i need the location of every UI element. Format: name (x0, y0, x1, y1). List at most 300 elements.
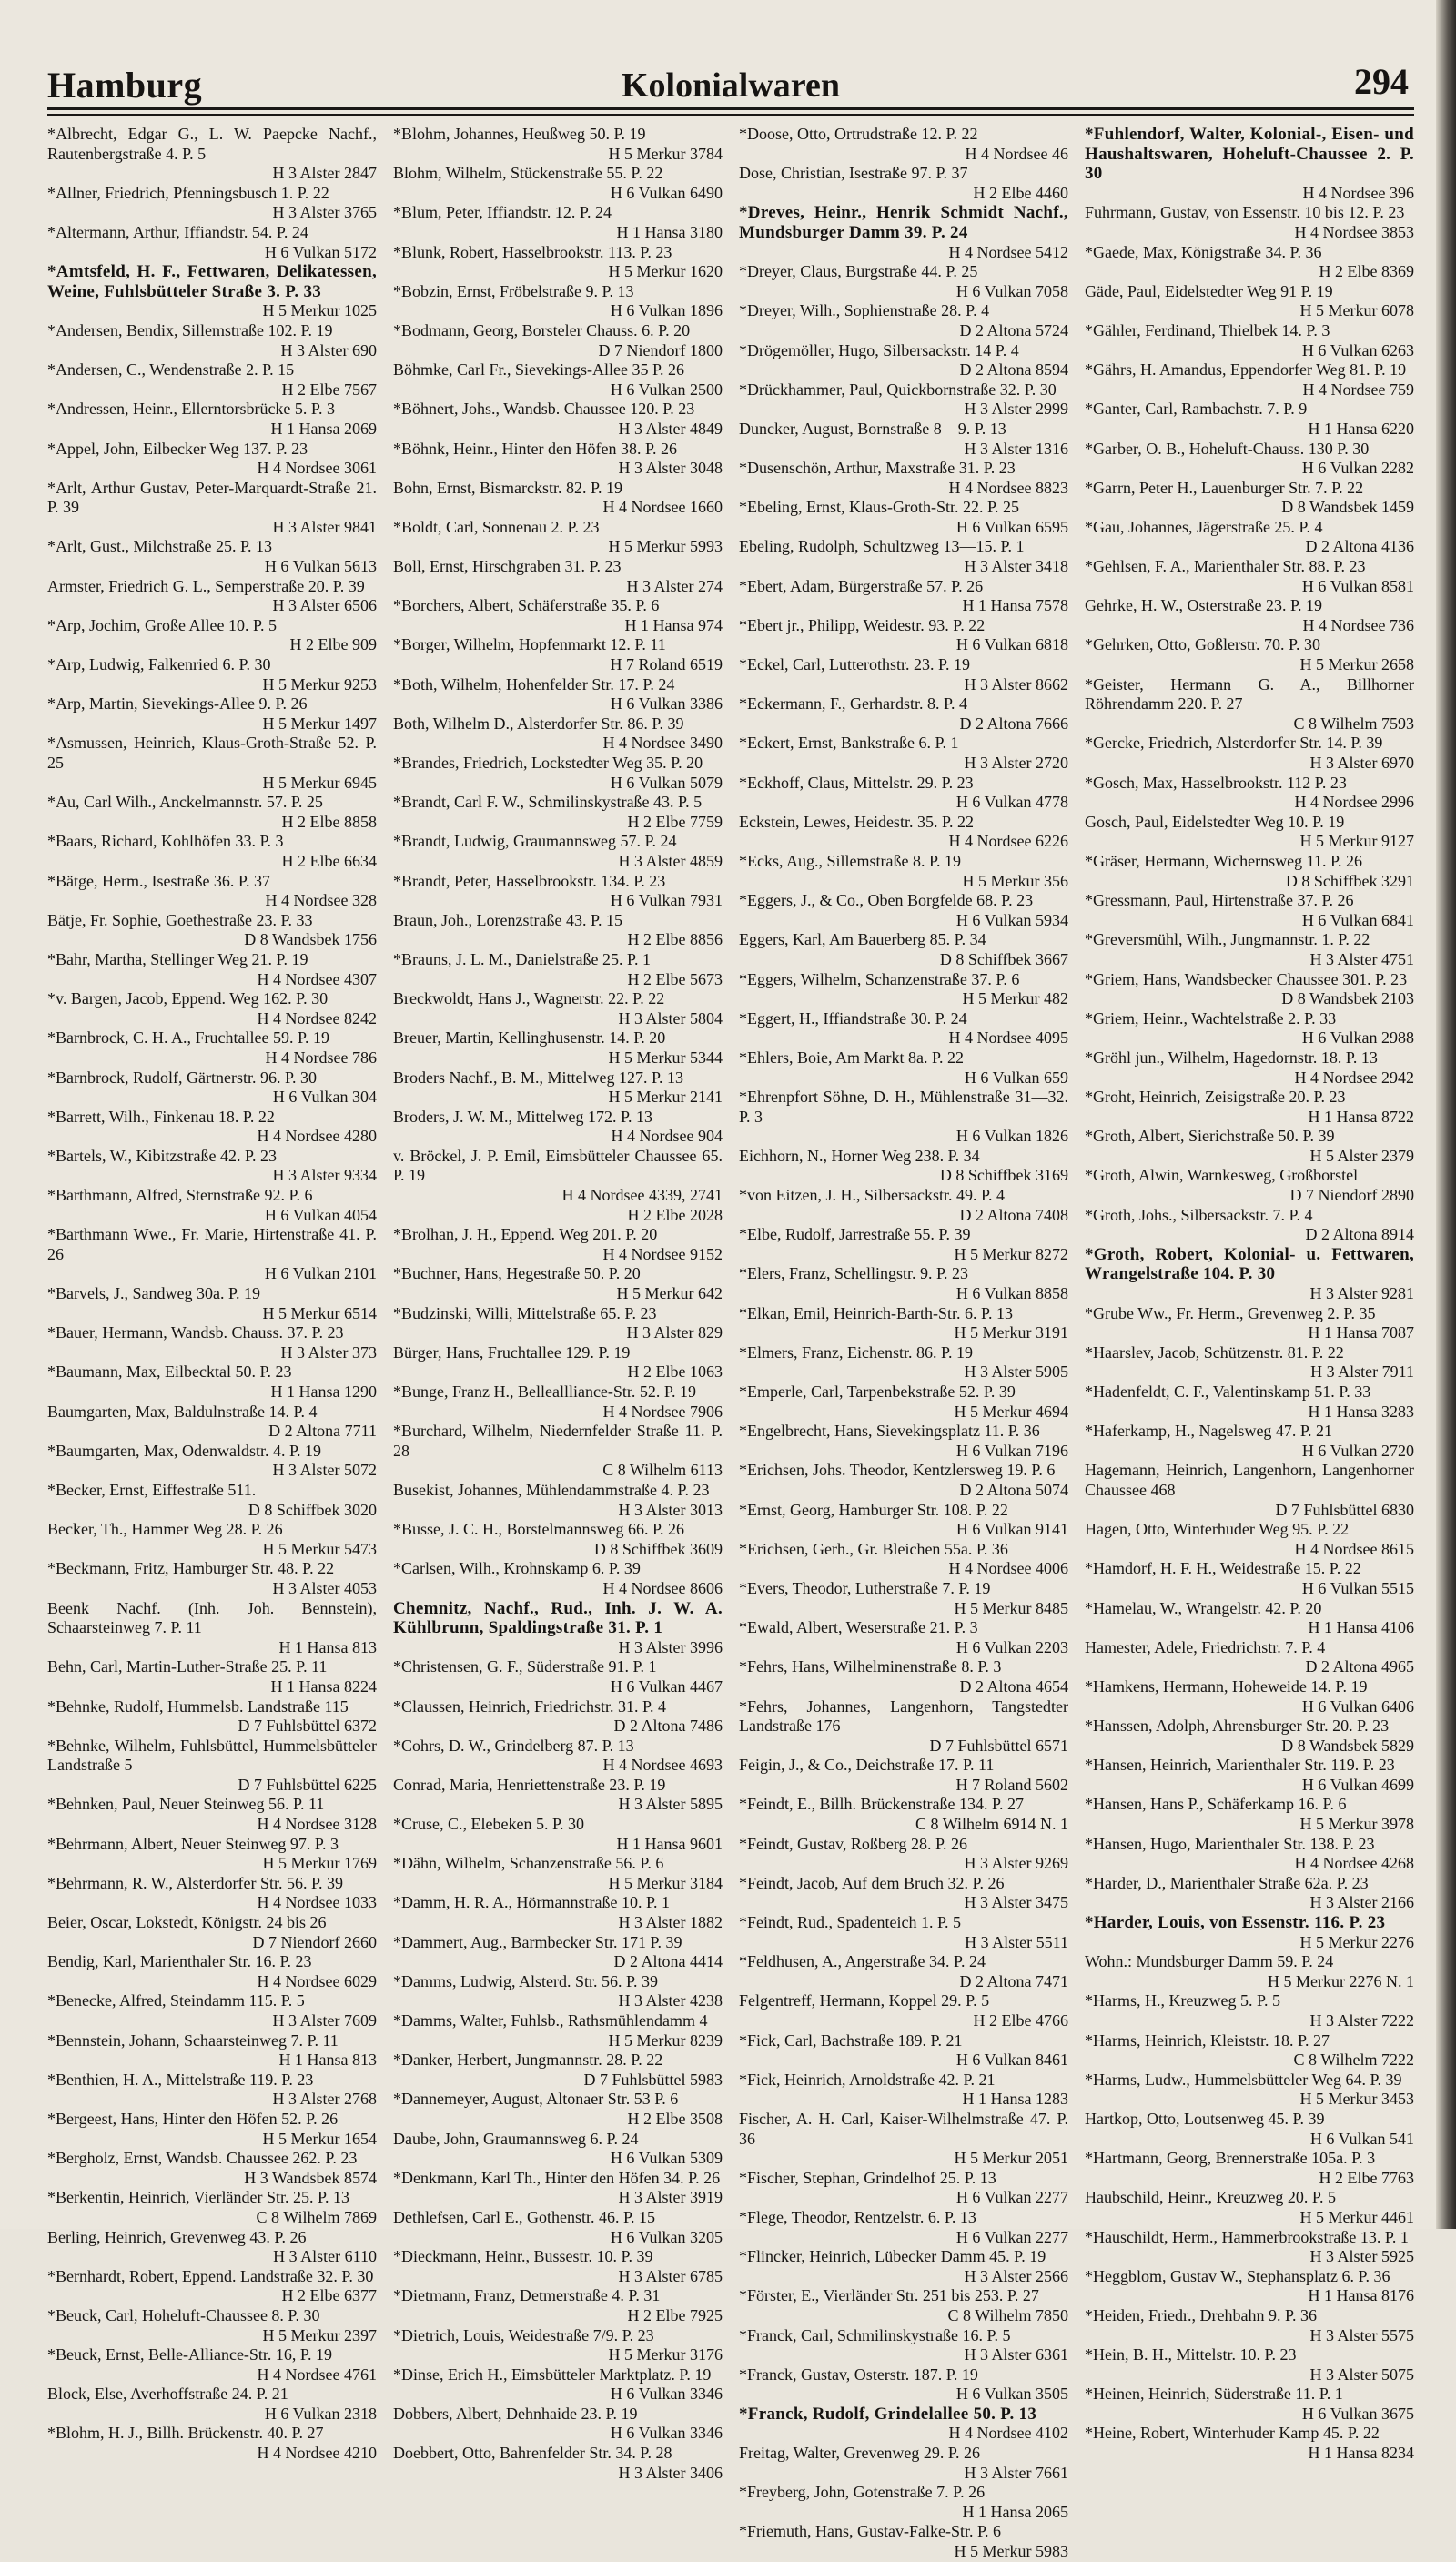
entry-name: *Flincker, Heinrich, Lübecker Damm 45. P. 19 (739, 2247, 1046, 2266)
entry-name: *Andersen, Bendix, Sillemstraße 102. P. 19 (47, 320, 333, 339)
entry-telephone: H 3 Alster 3765 (272, 203, 377, 222)
entry-name: *Eggert, H., Iffiandstraße 30. P. 24 (739, 1008, 967, 1028)
entry-name: *Boldt, Carl, Sonnenau 2. P. 23 (393, 517, 600, 536)
directory-entry (393, 911, 723, 950)
entry-name: *Arp, Martin, Sievekings-Allee 9. P. 26 (47, 694, 308, 714)
directory-entry (739, 2071, 1068, 2110)
directory-entry (47, 655, 377, 694)
entry-telephone: D 2 Altona 7408 (959, 1205, 1068, 1224)
directory-entry (47, 262, 377, 321)
directory-entry (1085, 852, 1414, 891)
entry-telephone: D 8 Schiffbek 3609 (593, 1539, 723, 1558)
directory-entry (1085, 2188, 1414, 2227)
entry-name: *Blohm, Johannes, Heußweg 50. P. 19 (393, 125, 646, 143)
entry-name: *Bauer, Hermann, Wandsb. Chauss. 37. P. 23 (47, 1323, 344, 1342)
entry-telephone: H 6 Vulkan 7931 (610, 891, 723, 910)
entry-telephone: H 3 Alster 4859 (618, 851, 723, 870)
directory-entry (739, 2365, 1068, 2405)
entry-telephone: H 2 Elbe 6634 (281, 851, 377, 870)
entry-telephone: D 2 Altona 7711 (268, 1422, 377, 1441)
entry-name: *Harder, Louis, von Essenstr. 116. P. 23 (1085, 1913, 1386, 1933)
directory-entry (393, 754, 723, 793)
directory-entry (47, 1028, 377, 1068)
directory-entry (1085, 596, 1414, 635)
entry-name: Duncker, August, Bornstraße 8—9. P. 13 (739, 419, 1006, 438)
entry-name: Felgentreff, Hermann, Koppel 29. P. 5 (739, 1991, 990, 2010)
entry-name: *Grube Ww., Fr. Herm., Grevenweg 2. P. 35 (1085, 1303, 1376, 1322)
entry-name: *Gräser, Hermann, Wichernsweg 11. P. 26 (1085, 851, 1362, 870)
entry-telephone: H 5 Merkur 482 (962, 989, 1068, 1008)
entry-name: Hagemann, Heinrich, Langenhorn, Langenhorner Chaussee 468 (1085, 1461, 1414, 1499)
entry-telephone: H 5 Merkur 6514 (262, 1303, 377, 1322)
entry-telephone: D 2 Altona 5074 (959, 1480, 1068, 1499)
entry-name: *Franck, Gustav, Osterstr. 187. P. 19 (739, 2365, 978, 2384)
directory-entry (1085, 2267, 1414, 2306)
entry-name: *Eckermann, F., Gerhardstr. 8. P. 4 (739, 694, 968, 714)
directory-entry (739, 1501, 1068, 1540)
entry-name: *Both, Wilhelm, Hohenfelder Str. 17. P. 24 (393, 674, 675, 694)
entry-telephone: H 5 Merkur 9127 (1299, 832, 1414, 851)
entry-name: *Ebert, Adam, Bürgerstraße 57. P. 26 (739, 576, 984, 595)
entry-telephone: H 2 Elbe 3508 (627, 2109, 723, 2128)
entry-telephone: H 3 Alster 373 (280, 1342, 377, 1362)
directory-entry (47, 2031, 377, 2071)
directory-entry (739, 380, 1068, 420)
entry-name: *Greversmühl, Wilh., Jungmannstr. 1. P. 22 (1085, 930, 1370, 949)
entry-name: *Berkentin, Heinrich, Vierländer Str. 25. P. 13 (47, 2188, 350, 2207)
entry-telephone: H 6 Vulkan 304 (272, 1088, 377, 1107)
entry-telephone: H 6 Vulkan 6595 (956, 517, 1068, 536)
entry-name: *Feindt, Gustav, Roßberg 28. P. 26 (739, 1834, 968, 1853)
directory-entry (1085, 1638, 1414, 1677)
entry-name: *Brolhan, J. H., Eppend. Weg 201. P. 20 (393, 1225, 658, 1244)
directory-entry (739, 1009, 1068, 1048)
entry-name: *Drögemöller, Hugo, Silbersackstr. 14 P. 4 (739, 340, 1019, 359)
entry-telephone: H 4 Nordsee 3128 (257, 1815, 377, 1834)
entry-telephone: H 2 Elbe 7925 (627, 2305, 723, 2324)
entry-name: *Ewald, Albert, Weserstraße 21. P. 3 (739, 1618, 978, 1637)
entry-name: *Evers, Theodor, Lutherstraße 7. P. 19 (739, 1578, 991, 1597)
directory-entry (393, 1697, 723, 1737)
entry-name: *Dammert, Aug., Barmbecker Str. 171 P. 39 (393, 1932, 682, 1951)
entry-telephone: H 4 Nordsee 8242 (257, 1008, 377, 1028)
entry-telephone: H 3 Alster 6785 (618, 2266, 723, 2285)
directory-entry (1085, 1048, 1414, 1088)
directory-entry (47, 950, 377, 989)
directory-entry (1085, 1166, 1414, 1205)
entry-name: Eichhorn, N., Horner Weg 238. P. 34 (739, 1146, 980, 1165)
entry-name: *Dieckmann, Heinr., Bussestr. 10. P. 39 (393, 2247, 653, 2266)
directory-entry (47, 1795, 377, 1834)
directory-entry (1085, 282, 1414, 321)
entry-telephone: D 8 Wandsbek 1756 (244, 930, 377, 949)
directory-entry (393, 1225, 723, 1264)
entry-telephone: H 5 Merkur 2658 (1299, 655, 1414, 674)
entry-name: *Altermann, Arthur, Iffiandstr. 54. P. 24 (47, 222, 308, 241)
directory-entry (739, 1540, 1068, 1579)
entry-telephone: C 8 Wilhelm 7869 (256, 2207, 377, 2226)
directory-entry (1085, 1382, 1414, 1422)
entry-telephone: H 6 Vulkan 541 (1309, 2129, 1414, 2148)
directory-entry (47, 911, 377, 950)
entry-telephone: H 5 Merkur 6945 (262, 773, 377, 792)
directory-entry (393, 2365, 723, 2405)
entry-telephone: D 7 Niendorf 1800 (598, 340, 723, 359)
directory-entry (1085, 930, 1414, 969)
entry-telephone: H 5 Merkur 642 (616, 1284, 723, 1303)
entry-telephone: H 3 Alster 2768 (272, 2090, 377, 2109)
entry-name: *Brandt, Carl F. W., Schmilinskystraße 43. P. 5 (393, 793, 703, 812)
entry-telephone: H 3 Alster 7661 (964, 2463, 1068, 2482)
entry-telephone: H 2 Elbe 6377 (281, 2286, 377, 2305)
entry-telephone: H 6 Vulkan 7058 (956, 281, 1068, 300)
entry-telephone: H 4 Nordsee 4693 (602, 1756, 723, 1775)
directory-entry (1085, 734, 1414, 773)
directory-entry (739, 1382, 1068, 1422)
entry-telephone: H 3 Alster 9334 (272, 1166, 377, 1185)
entry-telephone: H 1 Hansa 6220 (1308, 419, 1414, 438)
directory-entry (393, 989, 723, 1028)
directory-entry (1085, 1874, 1414, 1913)
entry-name: Eggers, Karl, Am Bauerberg 85. P. 34 (739, 930, 986, 949)
directory-entry (1085, 1835, 1414, 1874)
entry-telephone: H 5 Merkur 1769 (262, 1854, 377, 1873)
directory-entry (47, 2424, 377, 2463)
entry-telephone: H 3 Alster 6970 (1309, 754, 1414, 772)
entry-name: Dose, Christian, Isestraße 97. P. 37 (739, 164, 968, 183)
entry-name: Gäde, Paul, Eidelstedter Weg 91 P. 19 (1085, 281, 1333, 300)
city-heading: Hamburg (47, 65, 203, 106)
entry-telephone: D 7 Fuhlsbüttel 6830 (1275, 1500, 1414, 1519)
entry-name: *Ehlers, Boie, Am Markt 8a. P. 22 (739, 1048, 964, 1067)
entry-name: *Franck, Rudolf, Grindelallee 50. P. 13 (739, 2404, 1037, 2424)
directory-entry (739, 694, 1068, 734)
directory-entry (1085, 970, 1414, 1009)
directory-entry (47, 1991, 377, 2030)
entry-name: *v. Bargen, Jacob, Eppend. Weg 162. P. 30 (47, 989, 329, 1008)
entry-telephone: H 4 Nordsee 4102 (948, 2424, 1068, 2443)
entry-telephone: H 6 Vulkan 3346 (610, 2385, 723, 2404)
entry-telephone: H 6 Vulkan 2988 (1301, 1028, 1414, 1048)
directory-entry (1085, 1127, 1414, 1166)
directory-entry (1085, 1245, 1414, 1304)
entry-name: Both, Wilhelm D., Alsterdorfer Str. 86. P. 39 (393, 714, 684, 733)
entry-telephone: H 4 Nordsee 736 (1302, 615, 1414, 634)
entry-telephone: H 5 Merkur 1497 (262, 714, 377, 733)
entry-name: *Emperle, Carl, Tarpenbekstraße 52. P. 39 (739, 1382, 1016, 1401)
entry-name: Freitag, Walter, Grevenweg 29. P. 26 (739, 2444, 980, 2463)
directory-entry (393, 360, 723, 400)
entry-telephone: H 6 Vulkan 3386 (610, 694, 723, 714)
entry-telephone: H 2 Elbe 2028 (627, 1205, 723, 1224)
entry-name: *Drückhammer, Paul, Quickbornstraße 32. P. 30 (739, 380, 1057, 399)
entry-name: *Budzinski, Willi, Mittelstraße 65. P. 23 (393, 1303, 657, 1322)
entry-name: *Bernhardt, Robert, Eppend. Landstraße 32. P. 30 (47, 2266, 374, 2285)
directory-entry (47, 872, 377, 911)
directory-entry (1085, 891, 1414, 930)
entry-name: *von Eitzen, J. H., Silbersackstr. 49. P. 4 (739, 1186, 1005, 1205)
directory-entry (393, 400, 723, 439)
entry-telephone: H 5 Merkur 6078 (1299, 301, 1414, 320)
directory-entry (393, 2208, 723, 2247)
directory-entry (1085, 635, 1414, 674)
entry-name: *Fick, Carl, Bachstraße 189. P. 21 (739, 2030, 963, 2050)
entry-name: *Hartmann, Georg, Brennerstraße 105a. P. 3 (1085, 2149, 1376, 2168)
entry-telephone: H 3 Alster 4751 (1309, 949, 1414, 968)
entry-name: *Ganter, Carl, Rambachstr. 7. P. 9 (1085, 400, 1308, 419)
directory-entry (47, 1068, 377, 1108)
entry-name: *Andressen, Heinr., Ellerntorsbrücke 5. P. 3 (47, 400, 335, 419)
entry-name: v. Bröckel, J. P. Emil, Eimsbütteler Chaussee 65. P. 19 (393, 1146, 723, 1185)
entry-telephone: H 5 Merkur 3191 (954, 1323, 1068, 1342)
directory-entry (47, 2071, 377, 2110)
entry-name: *Dinse, Erich H., Eimsbütteler Marktplatz. P. 19 (393, 2365, 712, 2384)
entry-telephone: H 6 Vulkan 2500 (610, 380, 723, 399)
directory-entry (739, 655, 1068, 694)
directory-entry (47, 1874, 377, 1913)
entry-name: *Amtsfeld, H. F., Fettwaren, Delikatessen, Weine, Fuhlsbütteler Straße 3. P. 33 (47, 262, 377, 301)
entry-name: *Garber, O. B., Hoheluft-Chauss. 130 P. 30 (1085, 439, 1370, 458)
entry-telephone: D 2 Altona 7471 (959, 1971, 1068, 1990)
directory-entry (47, 321, 377, 360)
entry-name: *Bennstein, Johann, Schaarsteinweg 7. P. 11 (47, 2030, 339, 2050)
entry-telephone: C 8 Wilhelm 6914 N. 1 (915, 1815, 1068, 1834)
entry-telephone: H 3 Alster 5804 (618, 1008, 723, 1028)
entry-telephone: D 8 Schiffbek 3291 (1285, 871, 1414, 890)
entry-name: *Gähler, Ferdinand, Thielbek 14. P. 3 (1085, 320, 1330, 339)
entry-telephone: H 5 Merkur 5473 (262, 1539, 377, 1558)
entry-name: *Au, Carl Wilh., Anckelmannstr. 57. P. 25 (47, 793, 323, 812)
directory-entry (739, 341, 1068, 380)
entry-telephone: H 4 Nordsee 4268 (1294, 1854, 1414, 1873)
entry-telephone: H 5 Merkur 1620 (608, 262, 723, 281)
entry-name: *Borchers, Albert, Schäferstraße 35. P. 6 (393, 596, 660, 615)
entry-telephone: H 4 Nordsee 759 (1302, 380, 1414, 399)
directory-entry (739, 2208, 1068, 2247)
entry-name: *Brandes, Friedrich, Lockstedter Weg 35. P. 20 (393, 754, 703, 772)
entry-name: Dethlefsen, Carl E., Gothenstr. 46. P. 15 (393, 2207, 655, 2226)
entry-name: *Dietrich, Louis, Weidestraße 7/9. P. 23 (393, 2325, 654, 2344)
entry-name: *Hamkens, Hermann, Hoheweide 14. P. 19 (1085, 1676, 1368, 1696)
entry-telephone: H 3 Alster 3996 (618, 1637, 723, 1656)
entry-telephone: H 7 Roland 5602 (956, 1775, 1068, 1794)
directory-entry (47, 2188, 377, 2227)
entry-name: *Behrmann, Albert, Neuer Steinweg 97. P. 3 (47, 1834, 339, 1853)
entry-name: *Groht, Heinrich, Zeisigstraße 20. P. 23 (1085, 1088, 1346, 1107)
directory-entry (1085, 1795, 1414, 1834)
directory-entry (739, 125, 1068, 164)
entry-telephone: H 4 Nordsee 8606 (602, 1578, 723, 1597)
entry-name: Armster, Friedrich G. L., Semperstraße 20. P. 39 (47, 576, 365, 595)
entry-name: *Dannemeyer, August, Altonaer Str. 53 P. 6 (393, 2090, 679, 2109)
directory-entry (739, 774, 1068, 813)
entry-telephone: H 6 Vulkan 4054 (264, 1205, 377, 1224)
entry-name: *Harder, D., Marienthaler Straße 62a. P. 23 (1085, 1873, 1369, 1892)
entry-telephone: C 8 Wilhelm 7222 (1293, 2051, 1414, 2070)
directory-entry (393, 203, 723, 242)
entry-name: *Groth, Alwin, Warnkesweg, Großborstel (1085, 1166, 1359, 1185)
entry-telephone: H 3 Alster 9281 (1309, 1284, 1414, 1303)
entry-telephone: H 4 Nordsee 5412 (948, 242, 1068, 261)
directory-entry (47, 400, 377, 439)
directory-entry (1085, 203, 1414, 242)
directory-entry (739, 1579, 1068, 1618)
entry-telephone: H 4 Nordsee 8615 (1294, 1539, 1414, 1558)
entry-telephone: H 2 Elbe 4460 (973, 183, 1068, 202)
entry-name: *Behnke, Rudolf, Hummelsb. Landstraße 115 (47, 1696, 349, 1716)
entry-name: Feigin, J., & Co., Deichstraße 17. P. 11 (739, 1756, 995, 1775)
entry-name: *Förster, E., Vierländer Str. 251 bis 253. P. 27 (739, 2286, 1039, 2305)
entry-telephone: H 6 Vulkan 2282 (1301, 459, 1414, 478)
entry-name: *Bergeest, Hans, Hinter den Höfen 52. P. 26 (47, 2109, 339, 2128)
entry-telephone: H 3 Alster 1882 (618, 1913, 723, 1932)
entry-telephone: H 1 Hansa 8722 (1308, 1107, 1414, 1126)
entry-telephone: D 8 Wandsbek 2103 (1281, 989, 1414, 1008)
entry-name: *Blunk, Robert, Hasselbrookstr. 113. P. 23 (393, 242, 672, 261)
directory-entry (1085, 479, 1414, 518)
entry-telephone: H 2 Elbe 7759 (627, 812, 723, 831)
directory-entry (393, 1893, 723, 1932)
directory-entry (739, 2169, 1068, 2208)
directory-entry (47, 1481, 377, 1520)
directory-entry (1085, 2031, 1414, 2071)
entry-telephone: H 1 Hansa 2069 (270, 419, 377, 438)
entry-name: *Behnken, Paul, Neuer Steinweg 56. P. 11 (47, 1795, 325, 1814)
entry-name: *Arp, Ludwig, Falkenried 6. P. 30 (47, 655, 271, 674)
entry-name: Böhmke, Carl Fr., Sievekings-Allee 35 P. 26 (393, 360, 684, 380)
entry-telephone: H 1 Hansa 8224 (270, 1676, 377, 1696)
entry-name: *Harms, H., Kreuzweg 5. P. 5 (1085, 1991, 1280, 2010)
entry-name: *Groth, Johs., Silbersackstr. 7. P. 4 (1085, 1205, 1313, 1224)
directory-entry (739, 2326, 1068, 2365)
entry-name: *Arlt, Gust., Milchstraße 25. P. 13 (47, 537, 272, 556)
entry-telephone: H 6 Vulkan 6490 (610, 183, 723, 202)
entry-telephone: H 4 Nordsee 328 (265, 891, 377, 910)
entry-telephone: H 2 Elbe 4766 (973, 2011, 1068, 2030)
entry-telephone: H 4 Nordsee 4761 (257, 2365, 377, 2384)
entry-telephone: D 2 Altona 8914 (1305, 1225, 1414, 1244)
entry-name: *Harms, Heinrich, Kleiststr. 18. P. 27 (1085, 2030, 1330, 2050)
directory-entry (47, 125, 377, 184)
entry-name: Gosch, Paul, Eidelstedter Weg 10. P. 19 (1085, 812, 1345, 831)
entry-telephone: H 5 Merkur 3176 (608, 2345, 723, 2365)
entry-telephone: H 4 Nordsee 3490 (602, 734, 723, 753)
entry-telephone: H 6 Vulkan 1896 (610, 301, 723, 320)
directory-entry (1085, 518, 1414, 557)
entry-telephone: H 1 Hansa 2065 (962, 2502, 1068, 2521)
directory-entry (393, 2169, 723, 2208)
directory-entry (393, 872, 723, 911)
entry-name: *Hamdorf, H. F. H., Weidestraße 15. P. 22 (1085, 1559, 1361, 1578)
entry-telephone: H 3 Alster 5895 (618, 1795, 723, 1814)
entry-name: *Friemuth, Hans, Gustav-Falke-Str. P. 6 (739, 2522, 1001, 2541)
entry-telephone: C 8 Wilhelm 6113 (602, 1461, 723, 1480)
directory-entry (47, 1362, 377, 1402)
entry-name: *Baars, Richard, Kohlhöfen 33. P. 3 (47, 832, 284, 851)
entry-telephone: H 4 Nordsee 6226 (948, 832, 1068, 851)
entry-name: Gehrke, H. W., Osterstraße 23. P. 19 (1085, 596, 1322, 615)
entry-telephone: H 1 Hansa 3283 (1308, 1402, 1414, 1421)
entry-name: *Hansen, Hugo, Marienthaler Str. 138. P. 23 (1085, 1834, 1375, 1853)
directory-entry (393, 1933, 723, 1972)
directory-entry (1085, 1206, 1414, 1245)
entry-telephone: H 3 Alster 2566 (964, 2266, 1068, 2285)
entry-telephone: H 3 Alster 274 (626, 576, 723, 595)
directory-entry (739, 577, 1068, 616)
directory-entry (47, 2110, 377, 2149)
directory-entry (739, 1186, 1068, 1225)
entry-telephone: H 1 Hansa 1283 (962, 2090, 1068, 2109)
entry-name: *Borger, Wilhelm, Hopfenmarkt 12. P. 11 (393, 635, 666, 654)
entry-name: *Gressmann, Paul, Hirtenstraße 37. P. 26 (1085, 891, 1354, 910)
entry-telephone: H 4 Nordsee 1033 (257, 1893, 377, 1912)
entry-name: Eckstein, Lewes, Heidestr. 35. P. 22 (739, 812, 974, 831)
entry-telephone: H 1 Hansa 3180 (616, 222, 723, 241)
entry-telephone: H 4 Nordsee 4095 (948, 1028, 1068, 1048)
entry-name: *Barthmann, Alfred, Sternstraße 92. P. 6 (47, 1186, 313, 1205)
entry-telephone: D 7 Fuhlsbüttel 5983 (583, 2070, 723, 2089)
entry-telephone: H 5 Merkur 2397 (262, 2325, 377, 2344)
directory-entry (739, 1697, 1068, 1757)
directory-entry (1085, 557, 1414, 596)
entry-name: Bätje, Fr. Sophie, Goethestraße 23. P. 33 (47, 910, 313, 929)
directory-entry (393, 2286, 723, 2325)
entry-name: *Elers, Franz, Schellingstr. 9. P. 23 (739, 1264, 968, 1283)
directory-entry (1085, 1422, 1414, 1461)
directory-entry (739, 1913, 1068, 1952)
entry-telephone: H 3 Alster 9269 (964, 1854, 1068, 1873)
entry-name: Beenk Nachf. (Inh. Joh. Bennstein), Schaarsteinweg 7. P. 11 (47, 1598, 377, 1637)
entry-name: *Gercke, Friedrich, Alsterdorfer Str. 14. P. 39 (1085, 734, 1383, 753)
entry-name: *Arp, Jochim, Große Allee 10. P. 5 (47, 615, 277, 634)
directory-entry (47, 1657, 377, 1696)
entry-name: Ebeling, Rudolph, Schultzweg 13—15. P. 1 (739, 537, 1025, 556)
entry-telephone: H 1 Hansa 8176 (1308, 2286, 1414, 2305)
directory-entry (1085, 1952, 1414, 1991)
directory-entry (739, 2286, 1068, 2325)
directory-entry (393, 557, 723, 596)
directory-entry (739, 891, 1068, 930)
entry-name: *Eggers, J., & Co., Oben Borgfelde 68. P. 23 (739, 891, 1034, 910)
directory-entry (47, 223, 377, 262)
entry-name: *Ernst, Georg, Hamburger Str. 108. P. 22 (739, 1500, 1008, 1519)
entry-telephone: H 5 Merkur 2051 (954, 2149, 1068, 2168)
directory-entry (393, 1264, 723, 1303)
directory-entry (393, 1776, 723, 1815)
entry-name: *Bahr, Martha, Stellinger Weg 21. P. 19 (47, 949, 308, 968)
directory-entry (1085, 440, 1414, 479)
entry-telephone: H 3 Alster 6110 (273, 2247, 377, 2266)
entry-name: *Gaede, Max, Königstraße 34. P. 36 (1085, 242, 1322, 261)
entry-name: *Behrmann, R. W., Alsterdorfer Str. 56. P. 39 (47, 1873, 343, 1892)
entry-name: *Hamelau, W., Wrangelstr. 42. P. 20 (1085, 1598, 1322, 1617)
entry-telephone: H 4 Nordsee 9152 (602, 1244, 723, 1263)
directory-entry (739, 1422, 1068, 1461)
directory-entry (47, 537, 377, 576)
directory-entry (393, 243, 723, 282)
directory-entry (1085, 2110, 1414, 2149)
directory-entry (393, 1343, 723, 1382)
entry-telephone: H 3 Alster 6361 (964, 2345, 1068, 2365)
entry-name: Fuhrmann, Gustav, von Essenstr. 10 bis 12. P. 23 (1085, 203, 1405, 222)
directory-entry (739, 930, 1068, 969)
directory-entry (1085, 1677, 1414, 1716)
entry-name: *Carlsen, Wilh., Krohnskamp 6. P. 39 (393, 1559, 641, 1578)
directory-entry (47, 1284, 377, 1323)
entry-name: *Hein, B. H., Mittelstr. 10. P. 23 (1085, 2345, 1297, 2365)
entry-telephone: H 7 Roland 6519 (610, 655, 723, 674)
entry-telephone: H 3 Alster 5575 (1309, 2325, 1414, 2344)
